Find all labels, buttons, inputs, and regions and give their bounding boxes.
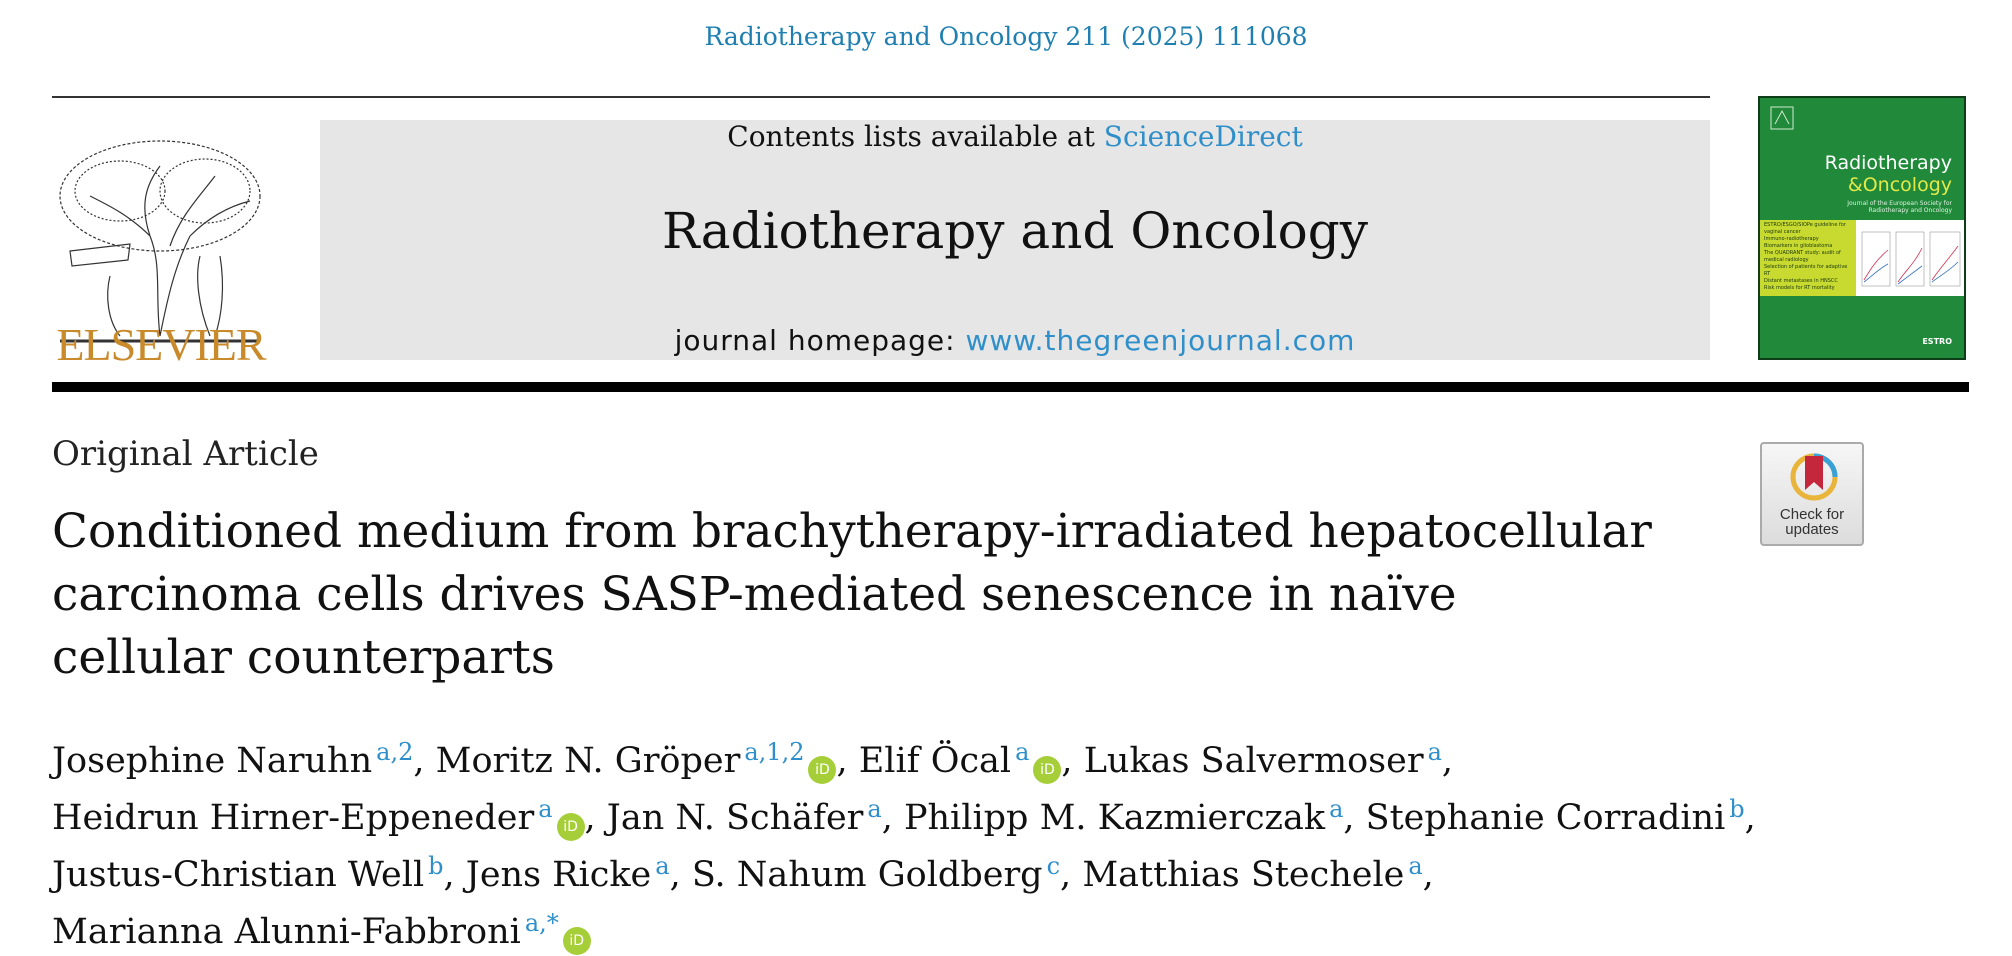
affiliation-marker[interactable]: a,2: [376, 738, 414, 766]
cover-title-line1: Radiotherapy: [1824, 152, 1952, 174]
author-list: [52, 728, 1756, 956]
journal-title: Radiotherapy and Oncology: [661, 202, 1368, 260]
cover-logo-icon: [1770, 106, 1794, 130]
author: [465, 852, 670, 895]
author-separator: ,: [836, 741, 859, 781]
author-separator: ,: [1343, 798, 1366, 838]
affiliation-marker[interactable]: a: [1329, 795, 1344, 823]
affiliation-marker[interactable]: a: [1408, 852, 1423, 880]
author: [52, 909, 591, 952]
article-title-line: carcinoma cells drives SASP-mediated senescence in naïve: [52, 567, 1457, 622]
elsevier-wordmark: ELSEVIER: [56, 319, 266, 370]
journal-citation[interactable]: Radiotherapy and Oncology 211 (2025) 111068: [704, 22, 1308, 51]
header-top-rule: [52, 96, 1710, 98]
journal-cover[interactable]: [1758, 96, 1966, 360]
author-separator: ,: [413, 741, 436, 781]
cover-subtitle: Journal of the European Society for Radiotherapy and Oncology: [1847, 200, 1952, 214]
author: [903, 795, 1344, 838]
author: [691, 852, 1061, 895]
check-for-updates-button[interactable]: [1760, 442, 1864, 546]
affiliation-marker[interactable]: a,1,2: [744, 738, 805, 766]
orcid-icon[interactable]: iD: [1033, 756, 1061, 784]
homepage-link[interactable]: www.thegreenjournal.com: [965, 324, 1356, 357]
orcid-icon[interactable]: iD: [808, 756, 836, 784]
author-name[interactable]: Philipp M. Kazmierczak: [903, 798, 1326, 838]
author-name[interactable]: S. Nahum Goldberg: [691, 855, 1043, 895]
author-line: [52, 899, 1756, 956]
contents-prefix: Contents lists available at: [727, 120, 1104, 153]
homepage-line: [320, 324, 1710, 357]
author: [606, 795, 882, 838]
bookmark-icon: [1788, 450, 1840, 504]
cover-topic-item: Risk models for RT mortality: [1764, 285, 1835, 291]
cover-topics-list: [1760, 220, 1856, 294]
author: [435, 738, 837, 781]
cover-topic-item: Biomarkers in glioblastoma: [1764, 243, 1833, 249]
author-name[interactable]: Lukas Salvermoser: [1083, 741, 1424, 781]
affiliation-marker[interactable]: b: [428, 852, 444, 880]
author-line: [52, 728, 1756, 785]
cover-title-line2: &Oncology: [1847, 174, 1952, 196]
cover-topic-item: Selection of patients for adaptive RT: [1764, 264, 1848, 277]
author-name[interactable]: Heidrun Hirner-Eppeneder: [52, 798, 535, 838]
author: [1083, 738, 1442, 781]
header-bottom-rule: [52, 382, 1969, 392]
affiliation-marker[interactable]: a: [538, 795, 553, 823]
author: [52, 795, 585, 838]
author-separator: ,: [881, 798, 904, 838]
cover-mini-charts: [1856, 220, 1966, 296]
author: [858, 738, 1062, 781]
affiliation-marker[interactable]: a: [655, 852, 670, 880]
cover-topics-band: [1760, 220, 1856, 296]
author-name[interactable]: Matthias Stechele: [1082, 855, 1405, 895]
affiliation-marker[interactable]: c: [1046, 852, 1061, 880]
affiliation-marker[interactable]: a,*: [524, 909, 559, 937]
author: [52, 852, 444, 895]
affiliation-marker[interactable]: a: [1427, 738, 1442, 766]
author-name[interactable]: Justus-Christian Well: [52, 855, 425, 895]
author-name[interactable]: Jens Ricke: [465, 855, 652, 895]
author-separator: ,: [1061, 741, 1084, 781]
cover-figure-band: [1856, 220, 1966, 296]
author-separator: ,: [1422, 855, 1434, 895]
cover-topic-item: ESTRO/ESGO/SIOPe guideline for vaginal cancer: [1764, 222, 1846, 235]
author-separator: ,: [584, 798, 607, 838]
contents-line: [320, 120, 1710, 153]
article-title: [52, 500, 1652, 689]
cover-footer: ESTRO: [1922, 337, 1952, 346]
author-name[interactable]: Marianna Alunni-Fabbroni: [52, 912, 521, 952]
cover-topic-item: Immuno-radiotherapy: [1764, 236, 1819, 242]
orcid-icon[interactable]: iD: [557, 813, 585, 841]
author: [1082, 852, 1423, 895]
author-name[interactable]: Stephanie Corradini: [1365, 798, 1726, 838]
article-type: Original Article: [52, 434, 319, 474]
sciencedirect-link[interactable]: ScienceDirect: [1103, 120, 1303, 153]
author-name[interactable]: Elif Öcal: [858, 741, 1012, 781]
cover-topic-item: The QUADRANT study: audit of medical radiology: [1764, 250, 1841, 263]
author: [1365, 795, 1745, 838]
cover-topic-item: Distant metastases in HNSCC: [1764, 278, 1838, 284]
author-separator: ,: [1744, 798, 1756, 838]
check-for-updates-label: Check for updates: [1779, 506, 1845, 538]
author-line: [52, 785, 1756, 842]
article-title-line: Conditioned medium from brachytherapy-irradiated hepatocellular: [52, 504, 1652, 559]
affiliation-marker[interactable]: a: [1015, 738, 1030, 766]
affiliation-marker[interactable]: a: [867, 795, 882, 823]
journal-banner: [320, 120, 1710, 360]
homepage-prefix: journal homepage:: [674, 324, 966, 357]
article-title-line: cellular counterparts: [52, 630, 555, 685]
author-name[interactable]: Moritz N. Gröper: [435, 741, 741, 781]
author-separator: ,: [443, 855, 466, 895]
affiliation-marker[interactable]: b: [1729, 795, 1745, 823]
author-separator: ,: [669, 855, 692, 895]
author-name[interactable]: Josephine Naruhn: [52, 741, 373, 781]
author-separator: ,: [1060, 855, 1083, 895]
orcid-icon[interactable]: iD: [563, 927, 591, 955]
author-line: [52, 842, 1756, 899]
author-separator: ,: [1441, 741, 1454, 781]
author: [52, 738, 414, 781]
author-name[interactable]: Jan N. Schäfer: [606, 798, 864, 838]
